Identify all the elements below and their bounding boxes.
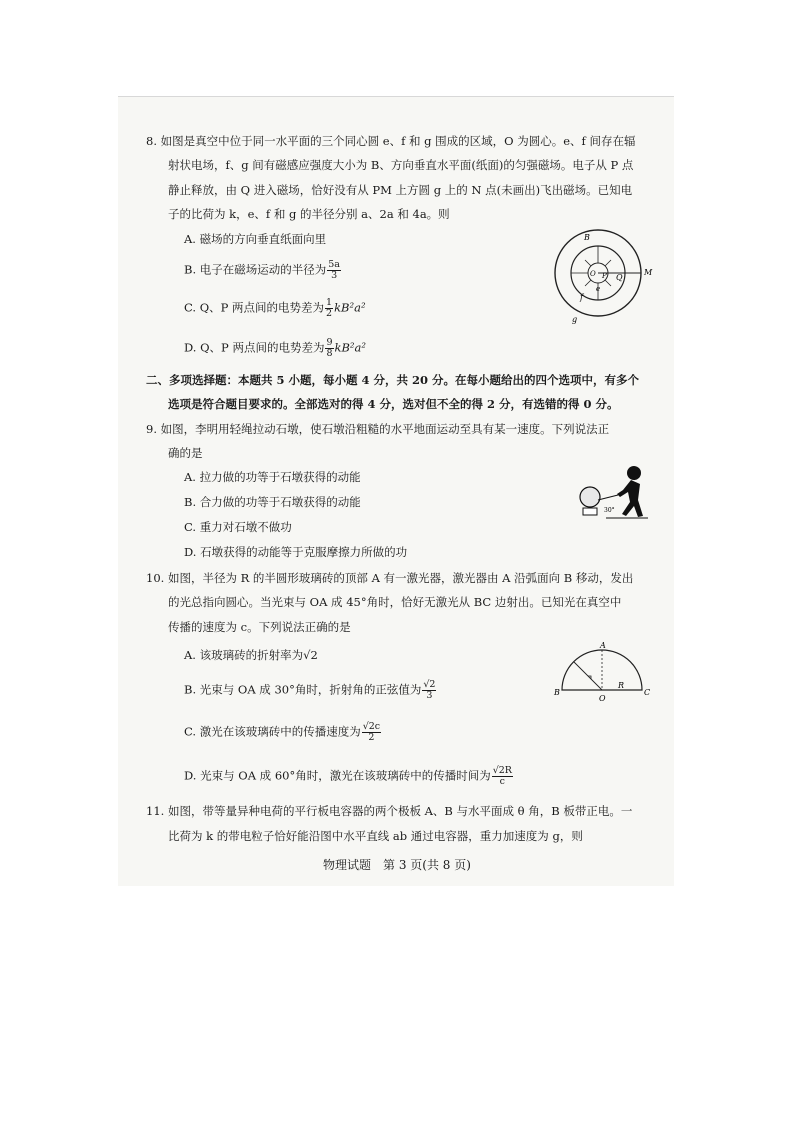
- q10-line-2: 的光总指向圆心。当光束与 OA 成 45°角时，恰好无激光从 BC 边射出。已知光在真空中: [168, 595, 622, 609]
- q10-option-b-fraction: [422, 680, 436, 701]
- q10-semicircle-glass-figure: [552, 638, 656, 704]
- label-B: B: [584, 233, 590, 242]
- page-top-rule: [118, 96, 674, 97]
- label-g: g: [572, 315, 578, 324]
- fraction-numerator: √2c: [362, 721, 381, 732]
- q8-option-c: [184, 298, 366, 319]
- q8-line-2: 射状电场，f、g 间有磁感应强度大小为 B、方向垂直水平面(纸面)的匀强磁场。电子从 P 点: [168, 158, 634, 172]
- q8-option-d-expr: kB²a²: [334, 340, 366, 355]
- section-2-heading-line-2: 选项是符合题目要求的。全部选对的得 4 分，选对但不全的得 2 分，有选错的得 0 分。: [168, 397, 619, 411]
- q11-line-1: 11. 如图，带等量异种电荷的平行板电容器的两个极板 A、B 与水平面成 θ 角，B 板带正电。一: [146, 804, 633, 818]
- fraction-numerator: 9: [326, 337, 333, 348]
- q10-option-d-fraction: [492, 766, 513, 787]
- stone-base: [583, 508, 597, 515]
- q8-concentric-circles-figure: [540, 225, 660, 325]
- q8-option-c-expr: kB²a²: [334, 300, 366, 315]
- q11-line-2: 比荷为 k 的带电粒子恰好能沿图中水平直线 ab 通过电容器，重力加速度为 g，则: [168, 829, 583, 843]
- section-2-heading-line-1: 二、多项选择题：本题共 5 小题，每小题 4 分，共 20 分。在每小题给出的四个选项中，有多个: [146, 373, 640, 387]
- q10-option-a: A. 该玻璃砖的折射率为√2: [184, 648, 318, 662]
- fraction-numerator: 5a: [328, 259, 340, 270]
- stone-ball: [580, 487, 600, 507]
- label-P: P: [602, 272, 607, 280]
- q10-option-c: [184, 722, 382, 743]
- label-A: A: [600, 641, 606, 650]
- person-body: [617, 480, 643, 517]
- q10-option-c-fraction: [362, 722, 381, 743]
- q9-option-d: D. 石墩获得的动能等于克服摩擦力所做的功: [184, 545, 408, 559]
- label-C: C: [644, 688, 651, 697]
- q8-option-c-fraction: [325, 298, 333, 319]
- q10-line-1: 10. 如图，半径为 R 的半圆形玻璃砖的顶部 A 有一激光器，激光器由 A 沿弧面向 B 移动，发出: [146, 571, 634, 585]
- rope: [598, 495, 618, 500]
- label-R: R: [618, 681, 625, 690]
- fraction-numerator: 1: [326, 297, 333, 308]
- q10-option-b: [184, 680, 437, 701]
- label-M: M: [644, 268, 653, 277]
- label-B: B: [554, 688, 560, 697]
- q8-line-3: 静止释放，由 Q 进入磁场，恰好没有从 PM 上方圆 g 上的 N 点(未画出)飞出磁场。已知电: [168, 183, 633, 197]
- q10-line-3: 传播的速度为 c。下列说法正确的是: [168, 620, 351, 634]
- fraction-numerator: √2R: [492, 765, 512, 776]
- label-Q: Q: [616, 273, 623, 282]
- fraction-numerator: √2: [423, 679, 436, 690]
- q8-option-b-text: B. 电子在磁场运动的半径为: [184, 262, 327, 277]
- q10-option-b-text: B. 光束与 OA 成 30°角时，折射角的正弦值为: [184, 682, 422, 697]
- label-O: O: [590, 270, 596, 278]
- page-footer: 物理试题 第 3 页(共 8 页): [323, 858, 471, 872]
- fraction-denominator: c: [499, 776, 505, 787]
- q10-option-c-text: C. 激光在该玻璃砖中的传播速度为: [184, 724, 361, 739]
- q8-option-d-fraction: [325, 338, 333, 359]
- q9-line-2: 确的是: [168, 446, 203, 460]
- q8-option-b: [184, 260, 342, 281]
- q9-option-b: B. 合力做的功等于石墩获得的动能: [184, 495, 361, 509]
- q8-option-c-text: C. Q、P 两点间的电势差为: [184, 300, 325, 315]
- fraction-denominator: 3: [426, 690, 433, 701]
- fraction-denominator: 8: [326, 348, 333, 359]
- label-f: f: [580, 293, 583, 302]
- q9-option-c: C. 重力对石墩不做功: [184, 520, 292, 534]
- q8-option-b-fraction: [327, 260, 341, 281]
- fraction-denominator: 3: [331, 270, 338, 281]
- q9-option-a: A. 拉力做的功等于石墩获得的动能: [184, 470, 361, 484]
- angle-label: 30°: [604, 507, 615, 514]
- q9-line-1: 9. 如图，李明用轻绳拉动石墩，使石墩沿粗糙的水平地面运动至具有某一速度。下列说法正: [146, 422, 610, 436]
- q8-line-4: 子的比荷为 k，e、f 和 g 的半径分别 a、2a 和 4a。则: [168, 207, 450, 221]
- q8-line-1: 8. 如图是真空中位于同一水平面的三个同心圆 e、f 和 g 围成的区域，O 为圆心。e、f 间存在辐: [146, 134, 636, 148]
- q8-option-d: [184, 338, 366, 359]
- q8-option-a: A. 磁场的方向垂直纸面向里: [184, 232, 327, 246]
- label-O: O: [599, 694, 606, 703]
- q10-option-d: [184, 766, 514, 787]
- label-e: e: [596, 285, 601, 293]
- q8-option-d-text: D. Q、P 两点间的电势差为: [184, 340, 325, 355]
- q9-person-pulling-stone-figure: [576, 462, 650, 526]
- q10-option-d-text: D. 光束与 OA 成 60°角时，激光在该玻璃砖中的传播时间为: [184, 768, 491, 783]
- person-head: [627, 466, 641, 480]
- fraction-denominator: 2: [368, 732, 375, 743]
- fraction-denominator: 2: [326, 308, 333, 319]
